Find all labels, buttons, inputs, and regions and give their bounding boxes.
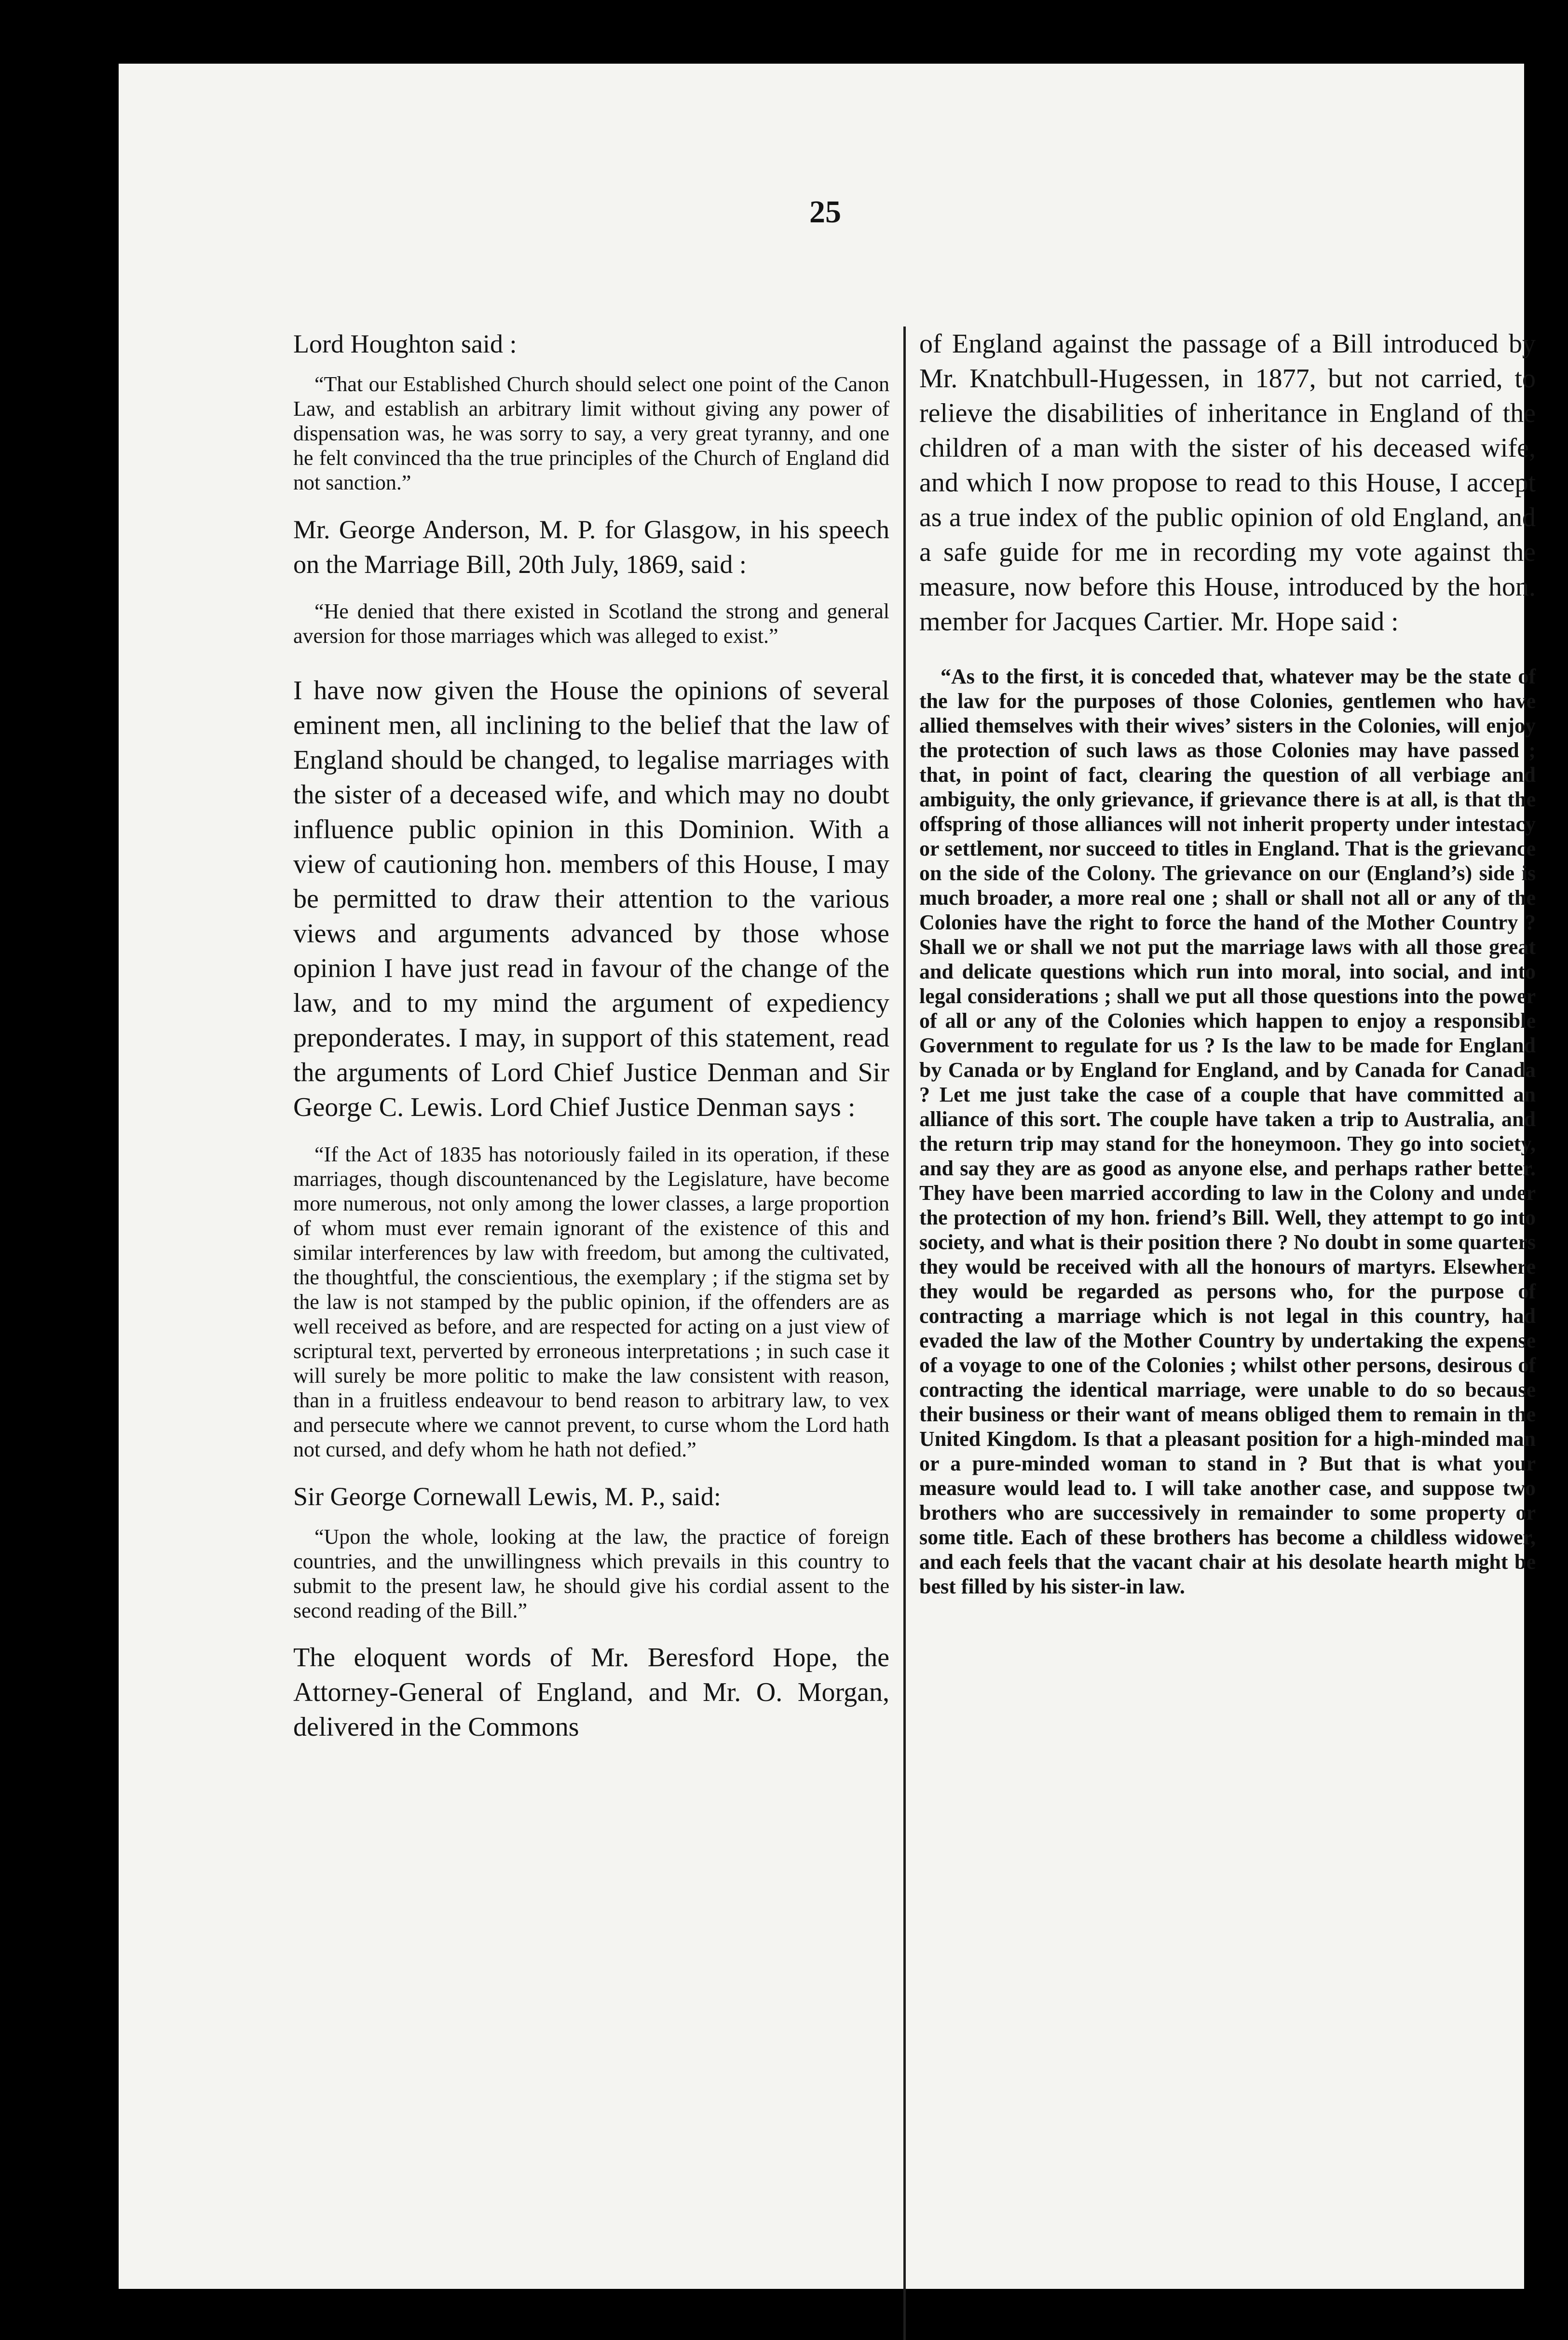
quotation: “That our Established Church should select one point of the Canon Law, and establish an arbitrary limit without giving any power of dispensation was, he was sorry to say, a very great tyranny, and one he felt convinced tha the true principles of the Church of England did not sanction.” [293,372,889,494]
quotation: “Upon the whole, looking at the law, the practice of foreign countries, and the unwillingness which prevails in this country to submit to the present law, he should give his cordial assent to the second reading of the Bill.” [293,1525,889,1622]
speaker-heading: Lord Houghton said : [293,329,517,358]
quotation: “He denied that there existed in Scotland the strong and general aversion for those marriages which was alleged to exist.” [293,599,889,648]
column-divider [903,327,906,2340]
speaker-heading: Mr. George Anderson, M. P. for Glasgow, in his speech on the Marriage Bill, 20th July, 1869, said : [293,515,889,579]
speaker-heading: Sir George Cornewall Lewis, M. P., said: [293,1482,721,1511]
quotation: “As to the first, it is conceded that, whatever may be the state of the law for the purposes of those Colonies, gentlemen who have allied themselves with their wives’ sisters in the Colonies, will enjoy the protection of such laws as those Colonies may have passed ; that, in point of fact, clearing the question of all verbiage and ambiguity, the only grievance, if grievance there is at all, is that the offspring of those alliances will not inherit property under intestacy or settlement, nor succeed to titles in England. That is the grievance on the side of the Colony. The grievance on our (England’s) side is much broader, a more real one ; shall or shall not all or any of the Colonies have the right to force the hand of the Mother Country ? Shall we or shall we not put the marriage laws with all those great and delicate questions which run into moral, into social, and into legal considerations ; shall we put all those questions into the power of all or any of the Colonies which happen to enjoy a responsible Government to regulate for us ? Is the law to be made for England by Canada or by England for England, and by Canada for Canada ? Let me just take the case of a couple that have committed an alliance of this sort. The couple have taken a trip to Australia, and the return trip may stand for the honeymoon. They go into society, and say they are as good as anyone else, and perhaps rather better. They have been married according to law in the Colony and under the protection of my hon. friend’s Bill. Well, they attempt to go into society, and what is their position there ? No doubt in some quarters they would be received with all the honours of martyrs. Elsewhere they would be regarded as persons who, for the purpose of contracting a marriage which is not legal in this country, had evaded the law of the Mother Country by undertaking the expense of a voyage to one of the Colonies ; whilst other persons, desirous of contracting the identical marriage, were unable to do so because their business or their want of means obliged them to remain in the United Kingdom. Is that a pleasant position for a high-minded man or a pure-minded woman to stand in ? But that is what your measure would lead to. I will take another case, and suppose two brothers who are successively in remainder to some property or some title. Each of these brothers has become a childless widower, and each feels that the vacant chair at his desolate hearth might be best filled by his sister-in law. [919,665,1536,1598]
quotation: “If the Act of 1835 has notoriously failed in its operation, if these marriages, though discountenanced by the Legislature, have become more numerous, not only among the lower classes, a large proportion of whom must ever remain ignorant of the existence of this and similar interferences by law with freedom, but among the cultivated, the thoughtful, the conscientious, the exemplary ; if the stigma set by the law is not stamped by the public opinion, if the offenders are as well received as before, and are respected for acting on a just view of scriptural text, perverted by erroneous interpretations ; in such case it will surely be more politic to make the law consistent with reason, than in a fruitless endeavour to bend reason to arbitrary law, to vex and persecute where we cannot prevent, to curse whom the Lord hath not cursed, and defy whom he hath not defied.” [293,1143,889,1461]
scanned-page [119,64,1536,2289]
body-paragraph: of England against the passage of a Bill introduced by Mr. Knatchbull-Hugessen, in 1877, but not carried, to relieve the disabilities of inheritance in England of the children of a man with the sister of his deceased wife, and which I now propose to read to this House, I accept as a true index of the public opinion of old England, and a safe guide for me in recording my vote against the measure, now before this House, introduced by the hon. member for Jacques Cartier. Mr. Hope said : [919,329,1536,637]
left-column [293,327,889,1744]
right-column [919,327,1536,1599]
page-number: 25 [809,194,841,230]
body-paragraph: I have now given the House the opinions of several eminent men, all inclining to the belief that the law of England should be changed, to legalise marriages with the sister of a deceased wife, and which may no doubt influence public opinion in this Dominion. With a view of cautioning hon. members of this House, I may be permitted to draw their attention to the various views and arguments advanced by those whose opinion I have just read in favour of the change of the law, and to my mind the argument of expediency preponderates. I may, in support of this statement, read the arguments of Lord Chief Justice Denman and Sir George C. Lewis. Lord Chief Justice Denman says : [293,676,889,1122]
body-paragraph: The eloquent words of Mr. Beresford Hope, the Attorney-General of England, and Mr. O. Morgan, delivered in the Commons [293,1643,889,1742]
